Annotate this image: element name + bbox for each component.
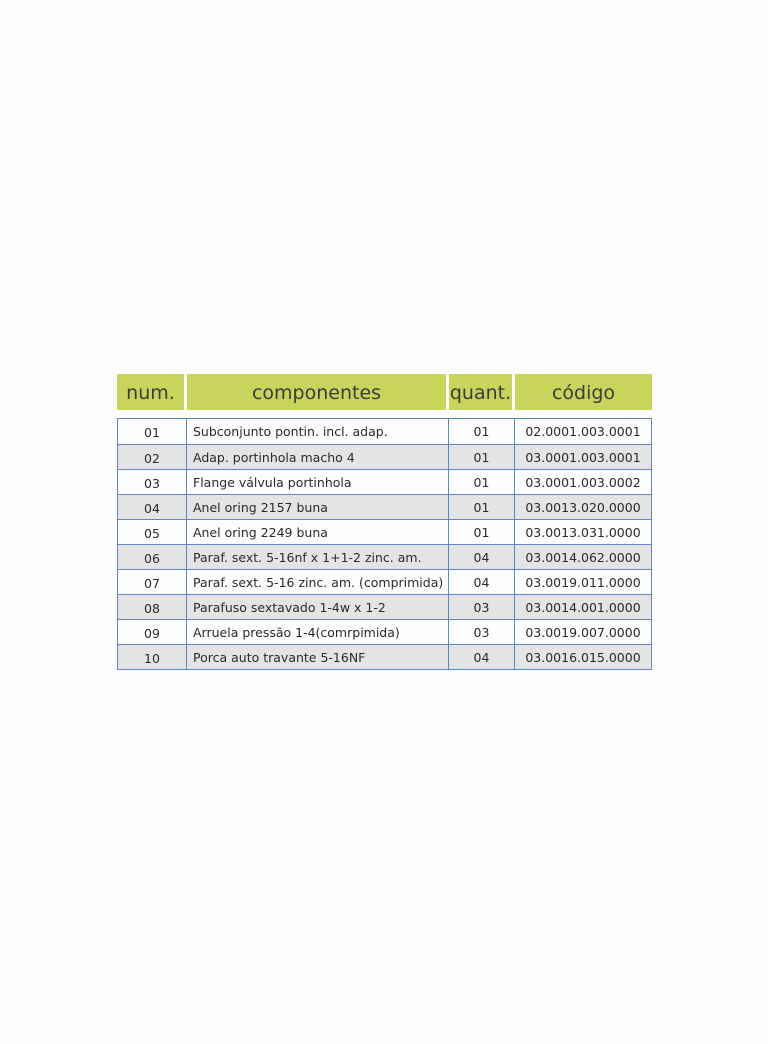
- cell-componente: Arruela pressão 1-4(comrpimida): [187, 620, 449, 644]
- cell-num: 02: [118, 445, 187, 469]
- cell-componente: Adap. portinhola macho 4: [187, 445, 449, 469]
- cell-componente: Anel oring 2157 buna: [187, 495, 449, 519]
- cell-num: 01: [118, 419, 187, 444]
- cell-num: 04: [118, 495, 187, 519]
- cell-codigo: 03.0019.011.0000: [525, 574, 641, 590]
- header-codigo: código: [515, 374, 652, 410]
- table-row: [118, 470, 651, 495]
- cell-codigo: 03.0019.007.0000: [525, 624, 641, 640]
- cell-codigo: 03.0014.062.0000: [525, 549, 641, 565]
- table-row: [118, 445, 651, 470]
- cell-componente: Paraf. sext. 5-16 zinc. am. (comprimida): [187, 570, 449, 594]
- header-quant: quant.: [449, 374, 512, 410]
- table-body: [117, 418, 652, 670]
- table-row: [118, 645, 651, 670]
- table-row: [118, 595, 651, 620]
- cell-quant: 01: [449, 470, 515, 494]
- cell-componente: Anel oring 2249 buna: [187, 520, 449, 544]
- cell-quant: 04: [449, 545, 515, 569]
- cell-codigo: 03.0001.003.0002: [525, 474, 641, 490]
- cell-num: 05: [118, 520, 187, 544]
- cell-componente: Parafuso sextavado 1-4w x 1-2: [187, 595, 449, 619]
- cell-num: 10: [118, 645, 187, 669]
- header-componentes: componentes: [187, 374, 446, 410]
- cell-quant: 01: [449, 520, 515, 544]
- table-row: [118, 545, 651, 570]
- cell-quant: 03: [449, 595, 515, 619]
- cell-num: 08: [118, 595, 187, 619]
- cell-componente: Subconjunto pontin. incl. adap.: [187, 419, 449, 444]
- cell-num: 03: [118, 470, 187, 494]
- cell-quant: 04: [449, 570, 515, 594]
- cell-quant: 01: [449, 495, 515, 519]
- cell-codigo: 03.0013.020.0000: [525, 499, 641, 515]
- cell-num: 07: [118, 570, 187, 594]
- table-row: [118, 620, 651, 645]
- cell-num: 09: [118, 620, 187, 644]
- parts-table: [117, 374, 652, 670]
- header-num: num.: [117, 374, 184, 410]
- table-row: [118, 495, 651, 520]
- table-row: [118, 570, 651, 595]
- cell-codigo: 02.0001.003.0001: [525, 424, 641, 439]
- cell-codigo: 03.0013.031.0000: [525, 524, 641, 540]
- cell-quant: 03: [449, 620, 515, 644]
- table-row: [118, 419, 651, 445]
- cell-quant: 01: [449, 445, 515, 469]
- cell-quant: 01: [449, 419, 515, 444]
- cell-quant: 04: [449, 645, 515, 669]
- cell-codigo: 03.0016.015.0000: [525, 649, 641, 665]
- cell-codigo: 03.0001.003.0001: [525, 449, 641, 465]
- cell-componente: Porca auto travante 5-16NF: [187, 645, 449, 669]
- cell-num: 06: [118, 545, 187, 569]
- table-row: [118, 520, 651, 545]
- cell-codigo: 03.0014.001.0000: [525, 599, 641, 615]
- cell-componente: Paraf. sext. 5-16nf x 1+1-2 zinc. am.: [187, 545, 449, 569]
- table-header: [117, 374, 652, 410]
- cell-componente: Flange válvula portinhola: [187, 470, 449, 494]
